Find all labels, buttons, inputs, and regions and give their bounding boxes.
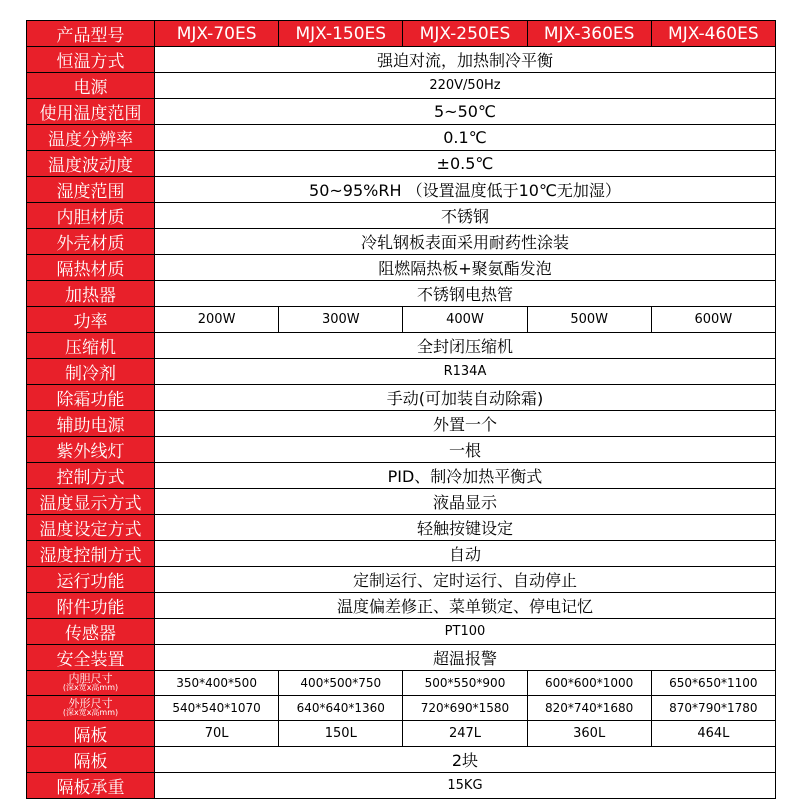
row-value: 150L	[279, 721, 403, 747]
row-value: 不锈钢电热管	[155, 281, 776, 307]
row-value: 200W	[155, 307, 279, 333]
row-uv-lamp	[27, 437, 776, 463]
row-control-mode	[27, 463, 776, 489]
model-name: MJX-250ES	[403, 21, 527, 47]
row-temp-fluctuation	[27, 151, 776, 177]
row-value: PT100	[155, 619, 776, 645]
model-name: MJX-360ES	[527, 21, 651, 47]
row-value: 15KG	[155, 773, 776, 799]
row-label: 隔板承重	[27, 773, 155, 799]
row-label: 内胆材质	[27, 203, 155, 229]
row-compressor	[27, 333, 776, 359]
row-value: 400W	[403, 307, 527, 333]
row-value: 640*640*1360	[279, 696, 403, 721]
row-value: R134A	[155, 359, 776, 385]
row-label: 恒温方式	[27, 47, 155, 73]
row-value: 外置一个	[155, 411, 776, 437]
row-value: 540*540*1070	[155, 696, 279, 721]
row-label	[27, 671, 155, 696]
row-shelves	[27, 747, 776, 773]
row-value: 50~95%RH （设置温度低于10℃无加湿）	[155, 177, 776, 203]
row-heater	[27, 281, 776, 307]
row-aux-power	[27, 411, 776, 437]
row-value: 500*550*900	[403, 671, 527, 696]
row-value: 温度偏差修正、菜单锁定、停电记忆	[155, 593, 776, 619]
row-outer-size	[27, 696, 776, 721]
row-value: 650*650*1100	[651, 671, 775, 696]
row-label: 隔板	[27, 721, 155, 747]
row-label: 辅助电源	[27, 411, 155, 437]
row-label: 紫外线灯	[27, 437, 155, 463]
row-label: 压缩机	[27, 333, 155, 359]
row-label	[27, 696, 155, 721]
row-temp-resolution	[27, 125, 776, 151]
row-value: 阻燃隔热板+聚氨酯发泡	[155, 255, 776, 281]
row-value: 定制运行、定时运行、自动停止	[155, 567, 776, 593]
row-label: 温度显示方式	[27, 489, 155, 515]
row-thermostat	[27, 47, 776, 73]
row-insulation	[27, 255, 776, 281]
row-defrost	[27, 385, 776, 411]
row-shell-material	[27, 229, 776, 255]
row-value: 500W	[527, 307, 651, 333]
row-value: 820*740*1680	[527, 696, 651, 721]
row-label: 除霜功能	[27, 385, 155, 411]
row-label: 传感器	[27, 619, 155, 645]
row-temp-range	[27, 99, 776, 125]
row-label-main: 外形尺寸	[68, 697, 113, 711]
row-value: 350*400*500	[155, 671, 279, 696]
row-value: 自动	[155, 541, 776, 567]
row-label: 温度设定方式	[27, 515, 155, 541]
model-name: MJX-150ES	[279, 21, 403, 47]
row-label: 加热器	[27, 281, 155, 307]
spec-table	[26, 20, 776, 799]
row-value: 强迫对流，加热制冷平衡	[155, 47, 776, 73]
header-row	[27, 21, 776, 47]
row-value: 70L	[155, 721, 279, 747]
row-value: 冷轧钢板表面采用耐药性涂装	[155, 229, 776, 255]
model-name: MJX-70ES	[155, 21, 279, 47]
row-label: 运行功能	[27, 567, 155, 593]
header-label: 产品型号	[27, 21, 155, 47]
row-value: 0.1℃	[155, 125, 776, 151]
row-value: 轻触按键设定	[155, 515, 776, 541]
model-name: MJX-460ES	[651, 21, 775, 47]
row-value: 220V/50Hz	[155, 73, 776, 99]
row-label: 隔热材质	[27, 255, 155, 281]
row-value: 2块	[155, 747, 776, 773]
row-power-supply	[27, 73, 776, 99]
row-value: 870*790*1780	[651, 696, 775, 721]
row-inner-size	[27, 671, 776, 696]
row-value: 不锈钢	[155, 203, 776, 229]
row-safety	[27, 645, 776, 671]
row-value: 400*500*750	[279, 671, 403, 696]
row-label: 附件功能	[27, 593, 155, 619]
row-value: 手动(可加装自动除霜)	[155, 385, 776, 411]
row-humidity-control	[27, 541, 776, 567]
row-label-main: 内胆尺寸	[68, 672, 113, 686]
row-label: 湿度控制方式	[27, 541, 155, 567]
row-value: 5~50℃	[155, 99, 776, 125]
row-label: 安全装置	[27, 645, 155, 671]
row-inner-material	[27, 203, 776, 229]
row-value: 247L	[403, 721, 527, 747]
row-value: 一根	[155, 437, 776, 463]
row-value: 全封闭压缩机	[155, 333, 776, 359]
row-label: 温度波动度	[27, 151, 155, 177]
row-temp-display	[27, 489, 776, 515]
row-refrigerant	[27, 359, 776, 385]
row-temp-setting	[27, 515, 776, 541]
row-label: 隔板	[27, 747, 155, 773]
row-value: 300W	[279, 307, 403, 333]
row-value: 360L	[527, 721, 651, 747]
row-shelf-load	[27, 773, 776, 799]
row-label: 外壳材质	[27, 229, 155, 255]
row-label: 制冷剂	[27, 359, 155, 385]
row-value: 600W	[651, 307, 775, 333]
row-label-sub: (深x宽x高mm)	[62, 708, 119, 718]
row-label: 电源	[27, 73, 155, 99]
row-label: 湿度范围	[27, 177, 155, 203]
row-value: 464L	[651, 721, 775, 747]
row-power	[27, 307, 776, 333]
row-label: 控制方式	[27, 463, 155, 489]
row-volume	[27, 721, 776, 747]
row-value: 600*600*1000	[527, 671, 651, 696]
row-sensor	[27, 619, 776, 645]
row-label-sub: (深x宽x高mm)	[62, 683, 119, 693]
row-humidity-range	[27, 177, 776, 203]
row-value: PID、制冷加热平衡式	[155, 463, 776, 489]
row-accessory-function	[27, 593, 776, 619]
row-value: ±0.5℃	[155, 151, 776, 177]
row-value: 液晶显示	[155, 489, 776, 515]
row-value: 720*690*1580	[403, 696, 527, 721]
row-run-function	[27, 567, 776, 593]
row-label: 使用温度范围	[27, 99, 155, 125]
row-value: 超温报警	[155, 645, 776, 671]
row-label: 功率	[27, 307, 155, 333]
row-label: 温度分辨率	[27, 125, 155, 151]
